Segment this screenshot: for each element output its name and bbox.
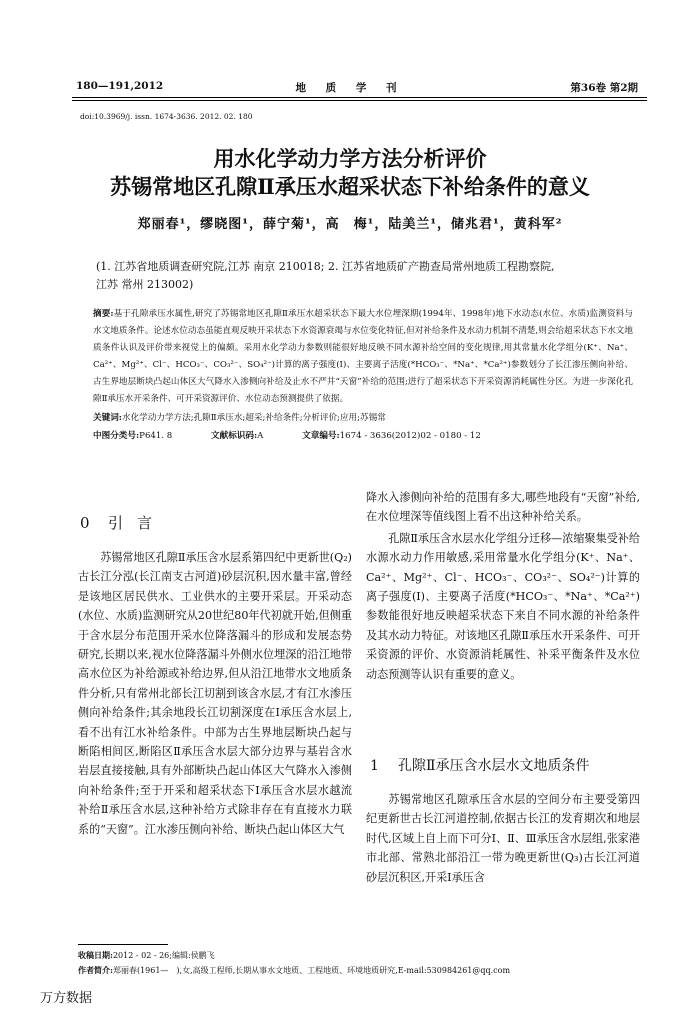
doi: doi:10.3969/j. issn. 1674-3636. 2012. 02. 180 xyxy=(80,112,253,121)
author-list: 郑丽春¹，缪晓图¹，薛宁菊¹，高 梅¹，陆美兰¹，储兆君¹，黄科军² xyxy=(137,217,563,232)
paragraph-continued: 降水入渗侧向补给的范围有多大,哪些地段有“天窗”补给,在水位埋深等值线图上看不出这种补给关系。 xyxy=(366,491,640,524)
section-number: 1 xyxy=(370,758,379,774)
classification-line xyxy=(93,428,653,445)
section-heading-intro xyxy=(80,512,166,533)
received-value: 2012 - 02 - 26;编辑:侯鹏飞 xyxy=(112,951,215,960)
journal-name: 地 质 学 刊 xyxy=(295,82,405,94)
doc-code-label: 文献标识码: xyxy=(211,431,258,441)
footnote-author xyxy=(78,965,510,976)
footnote-received xyxy=(78,950,215,961)
article-id-value: 1674 - 3636(2012)02 - 0180 - 12 xyxy=(339,431,481,441)
author-bio: 郑丽春(1961— ),女,高级工程师,长期从事水文地质、工程地质、环境地质研究,E-mail:530984261@qq.com xyxy=(112,966,511,975)
article-id-label: 文章编号: xyxy=(302,431,340,441)
section1-body xyxy=(366,790,640,887)
paragraph: 孔隙Ⅱ承压含水层水化学组分迁移—浓缩聚集受补给水源水动力作用敏感,采用常量水化学组分(K⁺、Na⁺、Ca²⁺、Mg²⁺、Cl⁻、HCO₃⁻、CO₃²⁻、SO₄²⁻)计算的离子强度(I)、主要离子活度(*HCO₃⁻、*Na⁺、*Ca²⁺)参数能很好地反映超采状态下来自不同水源的补给条件及其水动力特征。对该地区孔隙Ⅱ承压水开采条件、可开采资源的评价、水资源消耗属性、补采平衡条件及水位动态预测等认识有重要的意义。 xyxy=(366,531,640,681)
keywords-text: 水化学动力学方法;孔隙Ⅱ承压水;超采;补给条件;分析评价;应用;苏锡常 xyxy=(121,413,386,423)
page-range: 180—191,2012 xyxy=(76,80,164,92)
paragraph: 苏锡常地区孔隙Ⅱ承压含水层系第四纪中更新世(Q₂)古长江分泓(长江南支古河道)砂层沉积,因水量丰富,曾经是该地区居民供水、工业供水的主要开采层。开采动态(水位、水质)监测研究从20世纪80年代初就开始,但侧重于含水层分布范围开采水位降落漏斗的形成和发展态势研究,长期以来,视水位降落漏斗外侧水位埋深的沿江地带高水位区为补给源或补给边界,但从沿江地带水文地质条件分析,只有常州北部长江切割到该含水层,才有江水渗压侧向补给条件;其余地段长江切割深度在Ⅰ承压含水层上,看不出有江水补给条件。中部为古生界地层断块凸起与断陷相间区,断陷区Ⅱ承压含水层大部分边界与基岩含水岩层直接接触,具有外部断块凸起山体区大气降水入渗侧向补给条件;至于开采和超采状态下Ⅰ承压含水层水越流补给Ⅱ承压含水层,这种补给方式除非存在有直接水力联系的“天窗”。江水渗压侧向补给、断块凸起山体区大气 xyxy=(78,551,352,836)
section-heading-1 xyxy=(370,755,590,775)
abstract xyxy=(93,306,633,408)
section-number: 0 xyxy=(80,514,90,532)
affiliations xyxy=(96,258,636,294)
volume-issue: 第36卷 第2期 xyxy=(570,82,638,94)
keywords xyxy=(93,410,633,427)
clc-value: P641. 8 xyxy=(139,431,173,441)
section-title: 孔隙Ⅱ承压含水层水文地质条件 xyxy=(398,758,590,774)
paragraph: 苏锡常地区孔隙承压含水层的空间分布主要受第四纪更新世古长江河道控制,依据古长江的发育期次和地层时代,区域上自上而下可分Ⅰ、Ⅱ、Ⅲ承压含水层组,张家港市北部、常熟北部沿江一带为晚更新世(Q₃)古长江河道砂层沉积区,开采Ⅰ承压含 xyxy=(366,793,640,884)
header-rule xyxy=(72,97,647,98)
paper-title-line1: 用水化学动力学方法分析评价 xyxy=(213,146,487,171)
abstract-label: 摘要: xyxy=(93,309,114,319)
affiliation-line: (1. 江苏省地质调查研究院,江苏 南京 210018; 2. 江苏省地质矿产勘查局常州地质工程勘察院, xyxy=(96,260,555,273)
header-rule-thin xyxy=(72,100,647,101)
abstract-text: 基于孔隙承压水属性,研究了苏锡常地区孔隙Ⅱ承压水超采状态下最大水位埋深期(1994年、1998年)地下水动态(水位、水质)监测资料与水文地质条件。论述水位动态虽能直观反映开采状态下水资源衰竭与水位变化特征,但对补给条件及水动力机制不清楚,则会给超采状态下水文地质条件认识及评价带来视觉上的偏颇。采用水化学动力参数则能很好地反映不同水源补给空间的变化规律,用其常量水化学组分(K⁺、Na⁺、Ca²⁺、Mg²⁺、Cl⁻、HCO₃⁻、CO₃²⁻、SO₄²⁻)计算的离子强度(I)、主要离子活度(*HCO₃⁻、*Na⁺、*Ca²⁺)参数划分了长江渗压侧向补给、古生界地层断块凸起山体区大气降水入渗侧向补给及止水不严井“天窗”补给的范围;进行了超采状态下开采资源消耗属性分区。为进一步深化孔隙Ⅱ承压水开采条件、可开采资源评价、水位动态预测提供了依据。 xyxy=(93,309,633,404)
affiliation-line: 江苏 常州 213002) xyxy=(96,278,194,291)
keywords-label: 关键词: xyxy=(93,413,122,423)
received-label: 收稿日期: xyxy=(78,950,113,960)
section-title: 引言 xyxy=(108,514,167,532)
footnote-rule xyxy=(78,944,168,945)
right-column xyxy=(366,488,640,684)
watermark: 万方数据 xyxy=(40,991,93,1006)
paper-title-line2: 苏锡常地区孔隙Ⅱ承压水超采状态下补给条件的意义 xyxy=(110,174,590,199)
doc-code-value: A xyxy=(257,431,264,441)
author-bio-label: 作者简介: xyxy=(78,965,113,975)
left-column xyxy=(78,548,352,839)
clc-label: 中图分类号: xyxy=(93,431,140,441)
